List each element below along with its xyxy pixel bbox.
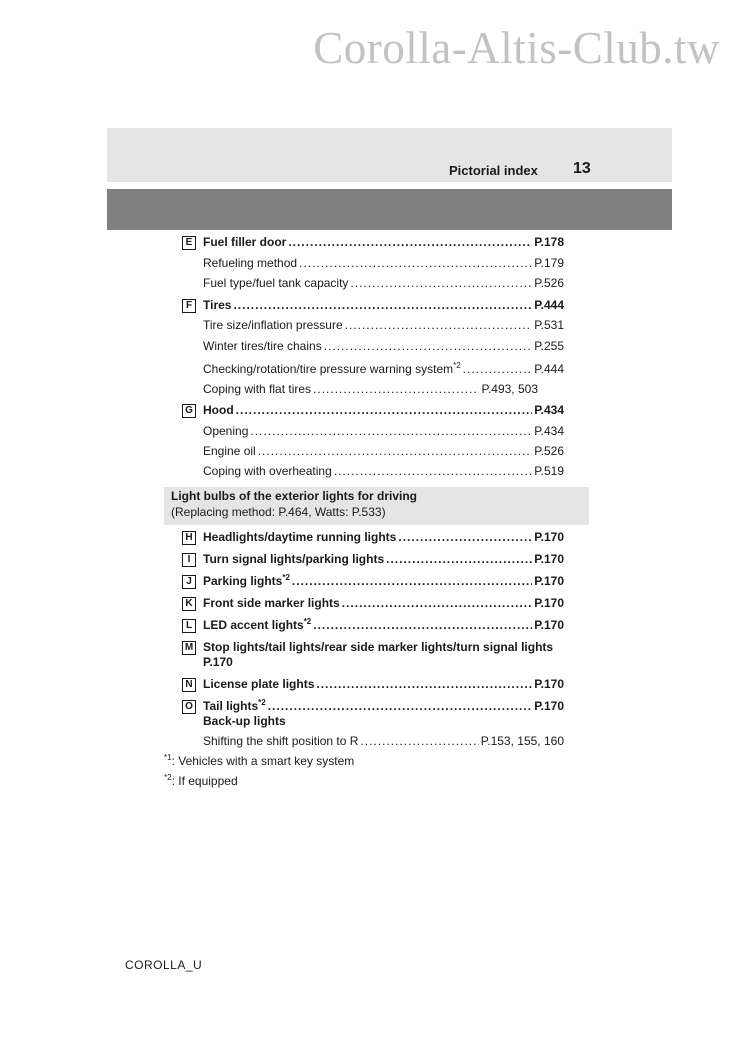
entry-label: Fuel type/fuel tank capacity xyxy=(203,276,349,290)
entry-label: Tires xyxy=(203,298,232,312)
footnote-2: $^{*2}$: If equipped xyxy=(164,773,238,788)
entry-page: P.170 xyxy=(534,596,564,610)
entry-label: Front side marker lights xyxy=(203,596,340,610)
entry-label: Winter tires/tire chains xyxy=(203,339,322,353)
entry-label: Tail lights$^{*2}$ xyxy=(203,698,266,713)
footnote-marker: *2 xyxy=(282,573,290,582)
footnote-marker: *2 xyxy=(453,361,461,370)
index-letter-o: O xyxy=(182,700,196,714)
entry-page: P.170 xyxy=(203,655,233,669)
sub-entry-flat-tires[interactable] xyxy=(203,382,538,400)
sub-entry-winter-tires[interactable] xyxy=(203,339,564,357)
sub-entry-tire-checking[interactable] xyxy=(203,362,564,380)
sub-entry-opening[interactable] xyxy=(203,424,564,442)
entry-page: P.170 xyxy=(534,552,564,566)
sub-entry-fuel-type[interactable] xyxy=(203,276,564,294)
entry-label: Hood xyxy=(203,403,234,417)
entry-label: Engine oil xyxy=(203,444,256,458)
index-entry-hood[interactable] xyxy=(203,403,564,421)
entry-page: P.178 xyxy=(534,235,564,249)
entry-label: LED accent lights$^{*2}$ xyxy=(203,617,312,632)
section-title: Pictorial index xyxy=(449,163,538,178)
entry-page: P.170 xyxy=(534,530,564,544)
entry-page: P.531 xyxy=(534,318,564,332)
index-entry-back-up-lights[interactable]: Back-up lights xyxy=(203,714,286,728)
index-entry-turn-signal[interactable] xyxy=(203,552,564,570)
index-letter-m: M xyxy=(182,641,196,655)
entry-page: P.153, 155, 160 xyxy=(480,734,564,748)
light-bulbs-subtitle: (Replacing method: P.464, Watts: P.533) xyxy=(171,505,386,519)
index-entry-stop-lights[interactable] xyxy=(203,640,553,670)
entry-label: Refueling method xyxy=(203,256,298,270)
entry-label: Tire size/inflation pressure xyxy=(203,318,343,332)
entry-label: Fuel filler door xyxy=(203,235,287,249)
entry-label: Checking/rotation/tire pressure warning system$^{*2}$ xyxy=(203,361,461,376)
entry-page: P.526 xyxy=(534,444,564,458)
index-entry-fuel-filler-door[interactable] xyxy=(203,235,564,253)
index-entry-front-side-marker[interactable] xyxy=(203,596,564,614)
entry-label: License plate lights xyxy=(203,677,315,691)
entry-label: Parking lights$^{*2}$ xyxy=(203,573,290,588)
entry-label: Coping with overheating xyxy=(203,464,332,478)
index-letter-n: N xyxy=(182,678,196,692)
footnote-marker: *2 xyxy=(303,617,312,626)
entry-page: P.170 xyxy=(534,699,564,713)
entry-page: P.170 xyxy=(534,677,564,691)
index-letter-k: K xyxy=(182,597,196,611)
footnote-marker: *2 xyxy=(258,698,266,707)
sub-entry-engine-oil[interactable] xyxy=(203,444,564,462)
index-letter-l: L xyxy=(182,619,196,633)
index-letter-f: F xyxy=(182,299,196,313)
index-letter-j: J xyxy=(182,575,196,589)
entry-page: P.170 xyxy=(534,618,564,632)
entry-label: Coping with flat tires xyxy=(203,382,312,396)
sub-entry-tire-size[interactable] xyxy=(203,318,564,336)
page-number: 13 xyxy=(573,160,591,177)
index-entry-led-accent[interactable] xyxy=(203,618,564,636)
index-entry-license-plate[interactable] xyxy=(203,677,564,695)
entry-page: P.519 xyxy=(534,464,564,478)
light-bulbs-title: Light bulbs of the exterior lights for driving xyxy=(171,489,417,503)
footer-code: COROLLA_U xyxy=(125,958,203,972)
index-entry-tires[interactable] xyxy=(203,298,564,316)
entry-label: Stop lights/tail lights/rear side marker lights/turn signal lights xyxy=(203,640,554,654)
index-entry-parking-lights[interactable] xyxy=(203,574,564,592)
entry-page: P.444 xyxy=(534,298,564,312)
footnote-1: $^{*1}$: Vehicles with a smart key system xyxy=(164,753,355,768)
entry-page: P.434 xyxy=(534,424,564,438)
entry-label: Headlights/daytime running lights xyxy=(203,530,397,544)
entry-page: P.179 xyxy=(534,256,564,270)
entry-page: P.493, 503 xyxy=(481,382,538,396)
sub-entry-refueling-method[interactable] xyxy=(203,256,564,274)
sub-entry-shift-position[interactable] xyxy=(203,734,564,752)
index-letter-g: G xyxy=(182,404,196,418)
index-letter-i: I xyxy=(182,553,196,567)
index-letter-h: H xyxy=(182,531,196,545)
entry-page: P.255 xyxy=(534,339,564,353)
entry-label: Opening xyxy=(203,424,249,438)
entry-label: Shifting the shift position to R xyxy=(203,734,359,748)
header-dark-bar xyxy=(107,189,672,230)
entry-page: P.434 xyxy=(534,403,564,417)
entry-page: P.444 xyxy=(534,362,564,376)
watermark: Corolla-Altis-Club.tw xyxy=(313,23,720,73)
entry-page: P.526 xyxy=(534,276,564,290)
sub-entry-overheating[interactable] xyxy=(203,464,564,482)
index-letter-e: E xyxy=(182,236,196,250)
index-entry-headlights[interactable] xyxy=(203,530,564,548)
entry-page: P.170 xyxy=(534,574,564,588)
entry-label: Turn signal lights/parking lights xyxy=(203,552,385,566)
